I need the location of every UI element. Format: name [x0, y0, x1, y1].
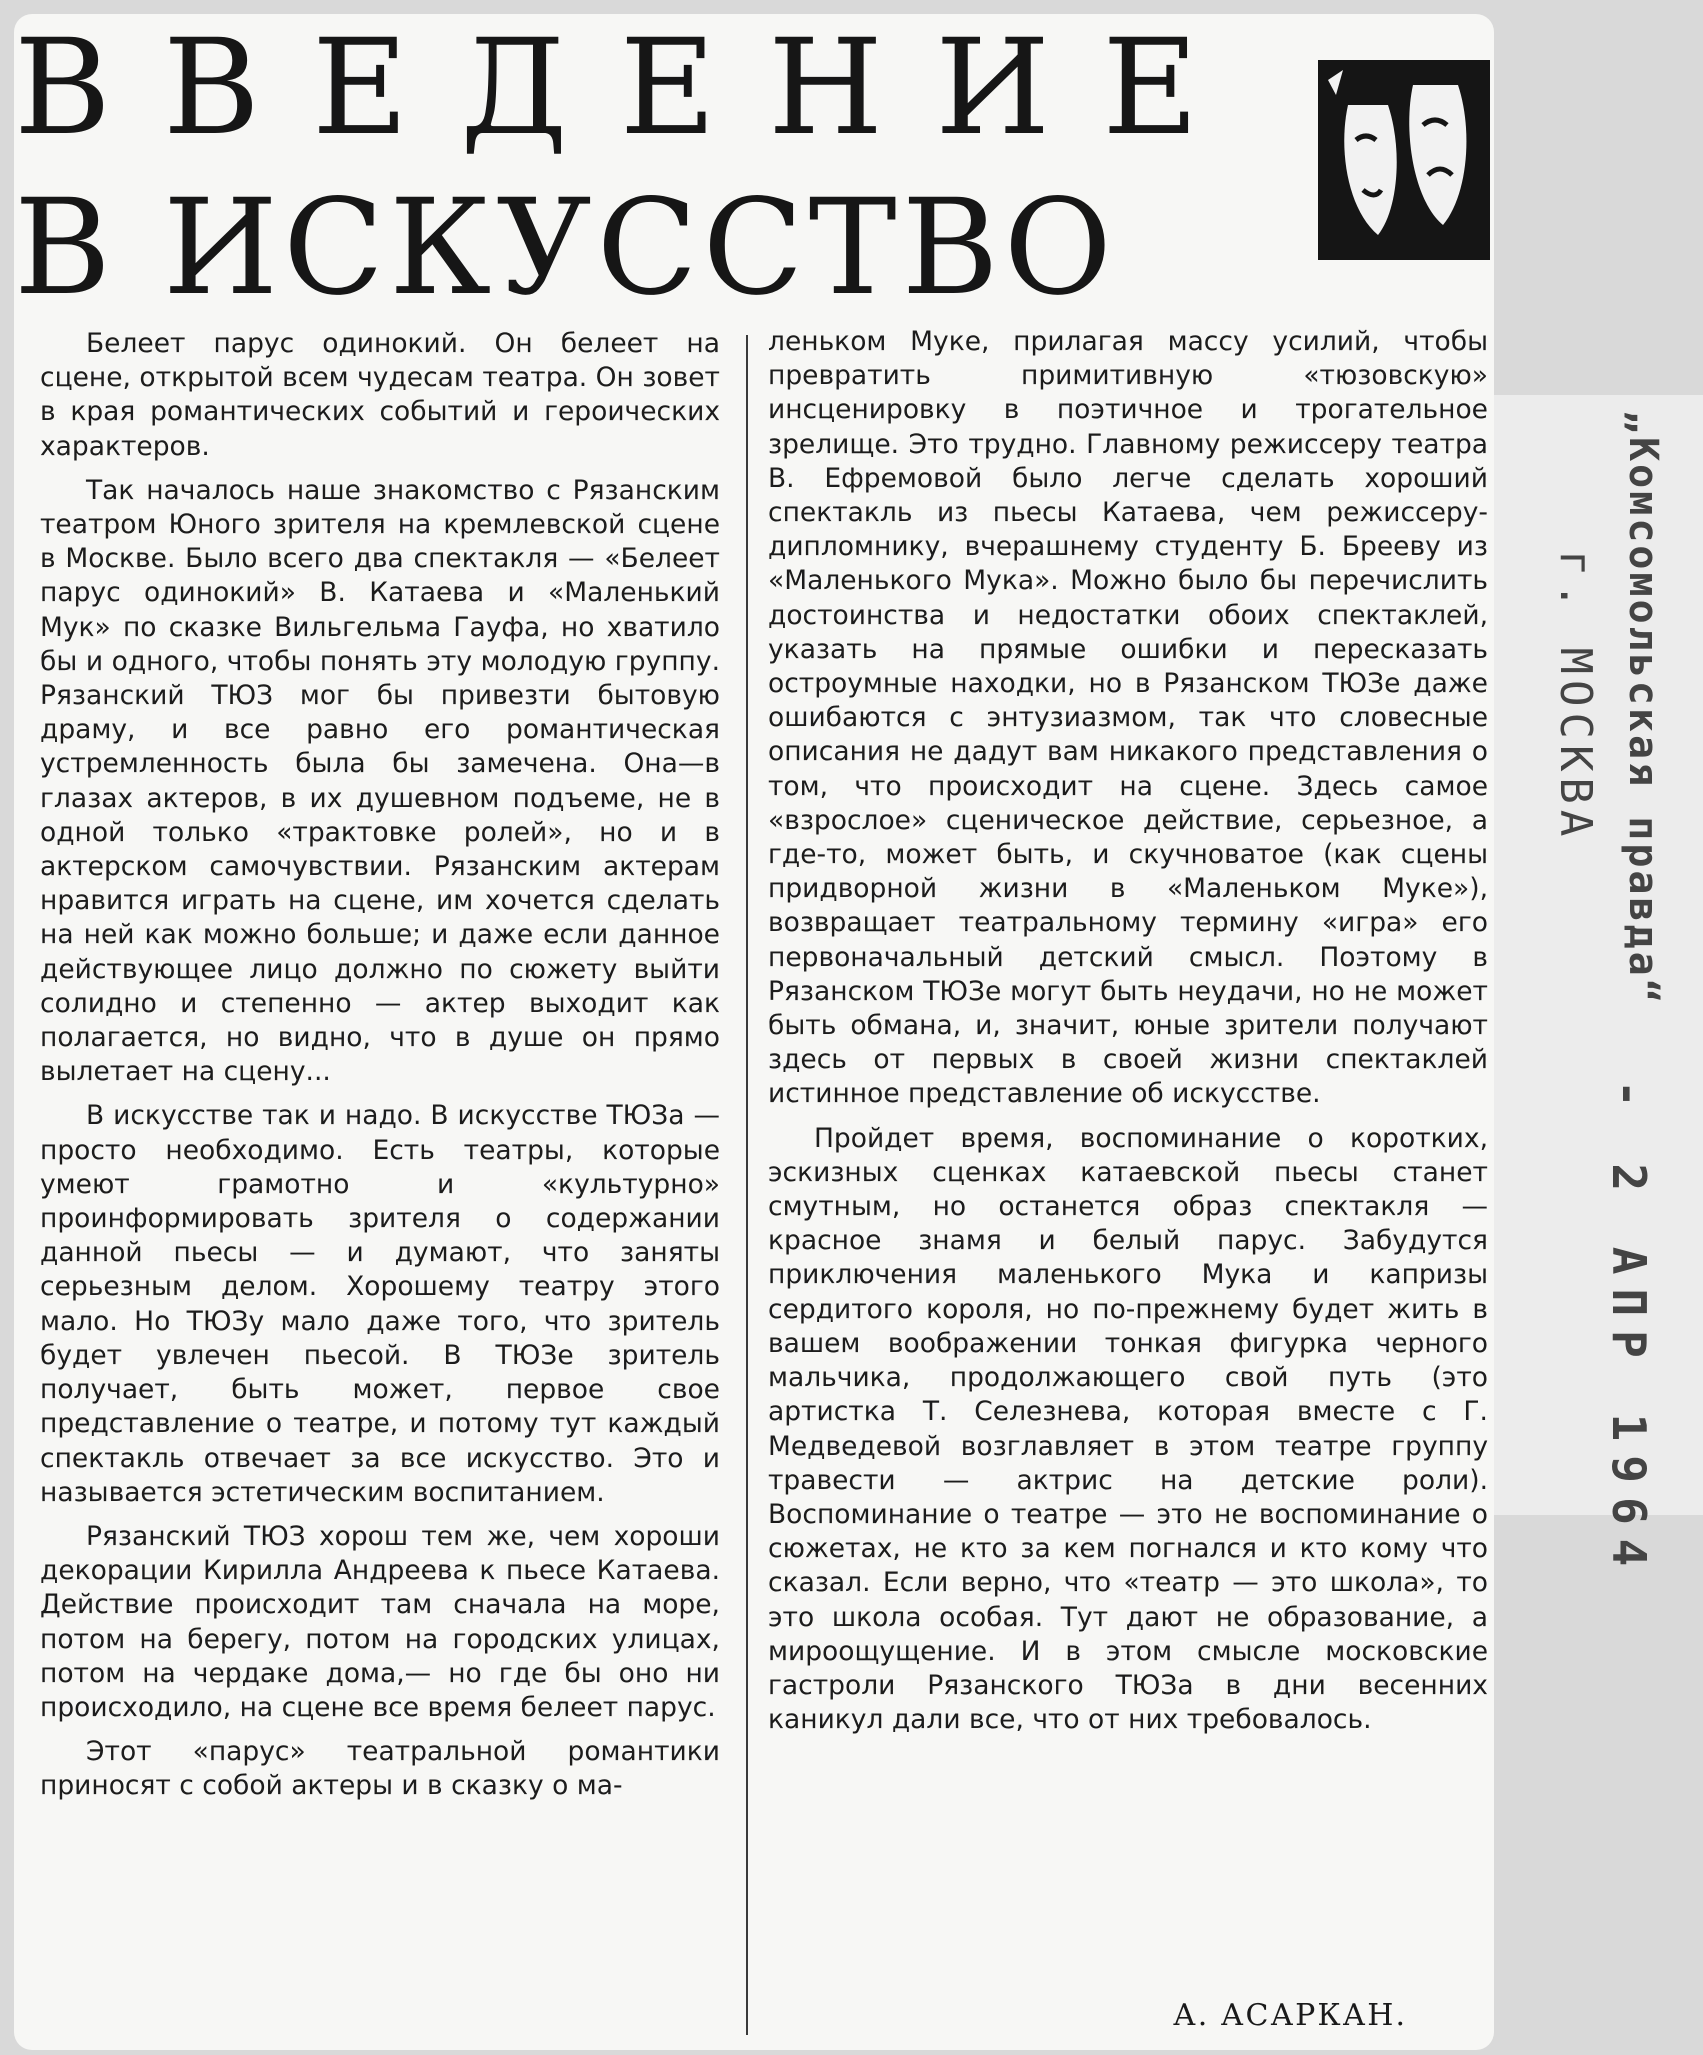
paragraph: Этот «парус» театральной романтики приносят с собой актеры и в сказку о ма-: [40, 1736, 720, 1802]
headline-line-2: В ИСКУССТВО: [14, 171, 1117, 325]
paragraph: леньком Муке, прилагая массу усилий, чтобы превратить примитивную «тюзовскую» инсценировку в поэтичное и трогательное зрелище. Это трудно. Главному режиссеру театра В. Ефремовой было легче сделать хороший спектакль из пьесы Катаева, чем режиссеру-дипломнику, вчерашнему студенту Б. Брееву из «Маленького Мука». Можно было бы перечислить достоинства и недостатки обоих спектаклей, указать на прямые ошибки и пересказать остроумные находки, но в Рязанском ТЮЗе даже ошибаются с энтузиазмом, так что словесные описания не дадут вам никакого представления о том, что происходит на сцене. Здесь самое «взрослое» сценическое действие, серьезное, а где-то, может быть, и скучноватое (как сцены придворной жизни в «Маленьком Муке»), возвращает театральному термину «игра» его первоначальный детский смысл. Поэтому в Рязанском ТЮЗе могут быть неудачи, но не может быть обмана, и, значит, юные зрители получают здесь от первых в своей жизни спектаклей истинное представление об искусстве.: [768, 326, 1488, 1110]
theatre-masks-graphic: [1318, 60, 1490, 260]
paragraph: Белеет парус одинокий. Он белеет на сцене, открытой всем чудесам театра. Он зовет в края романтических событий и героических характеров.: [40, 328, 720, 462]
archive-stamp: [1506, 380, 1703, 1581]
article-column-left: [40, 327, 720, 1804]
article-column-right: [768, 325, 1488, 1737]
paragraph: Рязанский ТЮЗ хорош тем же, чем хороши декорации Кирилла Андреева к пьесе Катаева. Действие происходит там сначала на море, потом на берегу, потом на городских улицах, потом на чердаке дома,— но где бы оно ни происходило, на сцене все время белеет парус.: [40, 1520, 720, 1723]
paragraph: В искусстве так и надо. В искусстве ТЮЗа — просто необходимо. Есть театры, которые умеют грамотно и «культурно» проинформировать зрителя о содержании данной пьесы — и думают, что заняты серьезным делом. Хорошему театру этого мало. Но ТЮЗу мало даже того, что зритель будет увлечен пьесой. В ТЮЗе зритель получает, быть может, первое свое представление о театре, и потому тут каждый спектакль отвечает за все искусство. Это и называется эстетическим воспитанием.: [40, 1100, 720, 1508]
stamp-date: - 2 АПР 1964: [1602, 1080, 1656, 1581]
headline-line-1: ВВЕДЕНИЕ: [14, 11, 1251, 165]
stamp-city: г. МОСКВА: [1550, 550, 1601, 843]
stamp-newspaper-name: „Комсомольская правда“: [1620, 410, 1666, 1006]
paragraph: Пройдет время, воспоминание о коротких, эскизных сценках катаевской пьесы станет смутным, но останется образ спектакля — красное знамя и белый парус. Забудутся приключения маленького Мука и капризы сердитого короля, но по-прежнему будет жить в вашем воображении тонкая фигурка черного мальчика, продолжающего свой путь (это артистка Т. Селезнева, которая вместе с Г. Медведевой возглавляет в этом театре группу травести — актрис на детские роли). Воспоминание о театре — это не воспоминание о сюжетах, не кто за кем погнался и кто кому что сказал. Если верно, что «театр — это школа», то это школа особая. Тут дают не образование, а мироощущение. И в этом смысле московские гастроли Рязанского ТЮЗа в дни весенних каникул дали все, что от них требовалось.: [768, 1122, 1488, 1736]
article-headline: [14, 12, 1324, 324]
theatre-masks-icon: [1318, 60, 1490, 260]
column-divider: [746, 335, 748, 2035]
paragraph: Так началось наше знакомство с Рязанским театром Юного зрителя на кремлевской сцене в Москве. Было всего два спектакля — «Белеет парус одинокий» В. Катаева и «Маленький Мук» по сказке Вильгельма Гауфа, но хватило бы и одного, чтобы понять эту молодую группу. Рязанский ТЮЗ мог бы привезти бытовую драму, и все равно его романтическая устремленность была бы замечена. Она—в глазах актеров, в их душевном подъеме, не в одной только «трактовке ролей», но и в актерском самочувствии. Рязанским актерам нравится играть на сцене, им хочется сделать на ней как можно больше; и даже если данное действующее лицо должно по сюжету выйти солидно и степенно — актер выходит как полагается, но видно, что в душе он прямо вылетает на сцену...: [40, 474, 720, 1088]
author-signature: А. АСАРКАН.: [1173, 1998, 1408, 2033]
